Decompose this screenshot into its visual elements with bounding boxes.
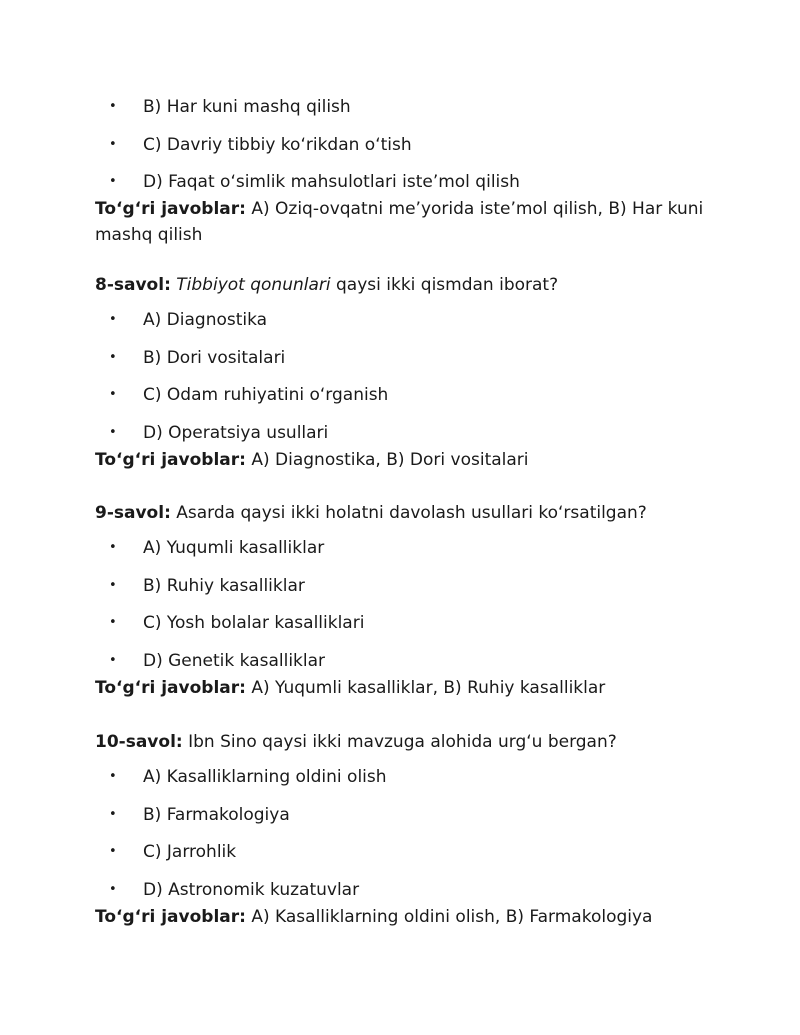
option-text: D) Faqat o‘simlik mahsulotlari iste’mol qilish (143, 172, 520, 192)
bullet-icon: • (109, 387, 117, 402)
option-text: B) Ruhiy kasalliklar (143, 575, 305, 596)
list-item (95, 767, 715, 805)
bullet-icon: • (109, 312, 117, 327)
bullet-icon: • (109, 577, 117, 593)
question-8-title (95, 272, 715, 298)
question-text: qaysi ikki qismdan iborat? (330, 275, 559, 295)
list-item (95, 538, 715, 576)
list-item (95, 423, 715, 447)
bullet-icon: • (109, 174, 117, 189)
bullet-icon: • (109, 652, 117, 668)
list-item (95, 310, 715, 348)
answer-label: To‘g‘ri javoblar: (95, 906, 246, 927)
question-8-options (95, 310, 715, 447)
option-text: B) Har kuni mashq qilish (143, 97, 351, 117)
option-text: A) Kasalliklarning oldini olish (143, 767, 387, 787)
option-text: B) Farmakologiya (143, 804, 290, 825)
option-text: C) Odam ruhiyatini o‘rganish (143, 385, 389, 405)
question-9-answer (95, 675, 715, 701)
question-9-title (95, 500, 715, 526)
bullet-icon: • (109, 99, 117, 114)
option-text: B) Dori vositalari (143, 347, 286, 368)
question-7-block (95, 97, 715, 248)
question-text: Ibn Sino qaysi ikki mavzuga alohida urg‘u bergan? (182, 732, 617, 752)
option-text: C) Jarrohlik (143, 842, 237, 862)
question-10-answer (95, 904, 715, 930)
bullet-icon: • (109, 881, 117, 897)
question-8-block (95, 272, 715, 473)
list-item (95, 880, 715, 904)
answer-label: To‘g‘ri javoblar: (95, 199, 246, 219)
question-label: 10-savol: (95, 732, 183, 752)
question-label: 9-savol: (95, 503, 171, 523)
answer-label: To‘g‘ri javoblar: (95, 677, 246, 698)
list-item (95, 613, 715, 651)
question-italic: Tibbiyot qonunlari (176, 275, 331, 295)
question-9-block (95, 500, 715, 701)
list-item (95, 842, 715, 880)
question-10-block (95, 729, 715, 930)
question-text: Asarda qaysi ikki holatni davolash usullari ko‘rsatilgan? (170, 503, 647, 523)
list-item (95, 348, 715, 386)
option-text: C) Yosh bolalar kasalliklari (143, 613, 365, 633)
list-item (95, 576, 715, 614)
question-10-title (95, 729, 715, 755)
bullet-icon: • (109, 136, 117, 152)
bullet-icon: • (109, 615, 117, 630)
bullet-icon: • (109, 540, 117, 555)
option-text: A) Yuqumli kasalliklar (143, 538, 325, 558)
question-9-options (95, 538, 715, 675)
list-item (95, 651, 715, 675)
option-text: A) Diagnostika (143, 310, 268, 330)
option-text: D) Astronomik kuzatuvlar (143, 879, 360, 900)
answer-text: A) Kasalliklarning oldini olish, B) Farmakologiya (245, 906, 653, 927)
bullet-icon: • (109, 349, 117, 365)
answer-label: To‘g‘ri javoblar: (95, 449, 246, 470)
list-item (95, 805, 715, 843)
bullet-icon: • (109, 769, 117, 784)
list-item (95, 385, 715, 423)
list-item (95, 97, 715, 135)
option-text: D) Operatsiya usullari (143, 422, 329, 443)
question-7-answer (95, 196, 715, 248)
question-8-answer (95, 447, 715, 473)
bullet-icon: • (109, 424, 117, 440)
list-item (95, 172, 715, 196)
option-text: C) Davriy tibbiy ko‘rikdan o‘tish (143, 134, 412, 155)
answer-text: A) Oziq-ovqatni me’yorida iste’mol qilish, B) Har kuni mashq qilish (95, 199, 704, 245)
option-text: D) Genetik kasalliklar (143, 650, 326, 671)
bullet-icon: • (109, 844, 117, 859)
answer-text: A) Yuqumli kasalliklar, B) Ruhiy kasalliklar (245, 677, 606, 698)
question-10-options (95, 767, 715, 904)
answer-text: A) Diagnostika, B) Dori vositalari (245, 449, 529, 470)
list-item (95, 135, 715, 173)
question-label: 8-savol: (95, 275, 171, 295)
bullet-icon: • (109, 806, 117, 822)
question-7-options (95, 97, 715, 196)
